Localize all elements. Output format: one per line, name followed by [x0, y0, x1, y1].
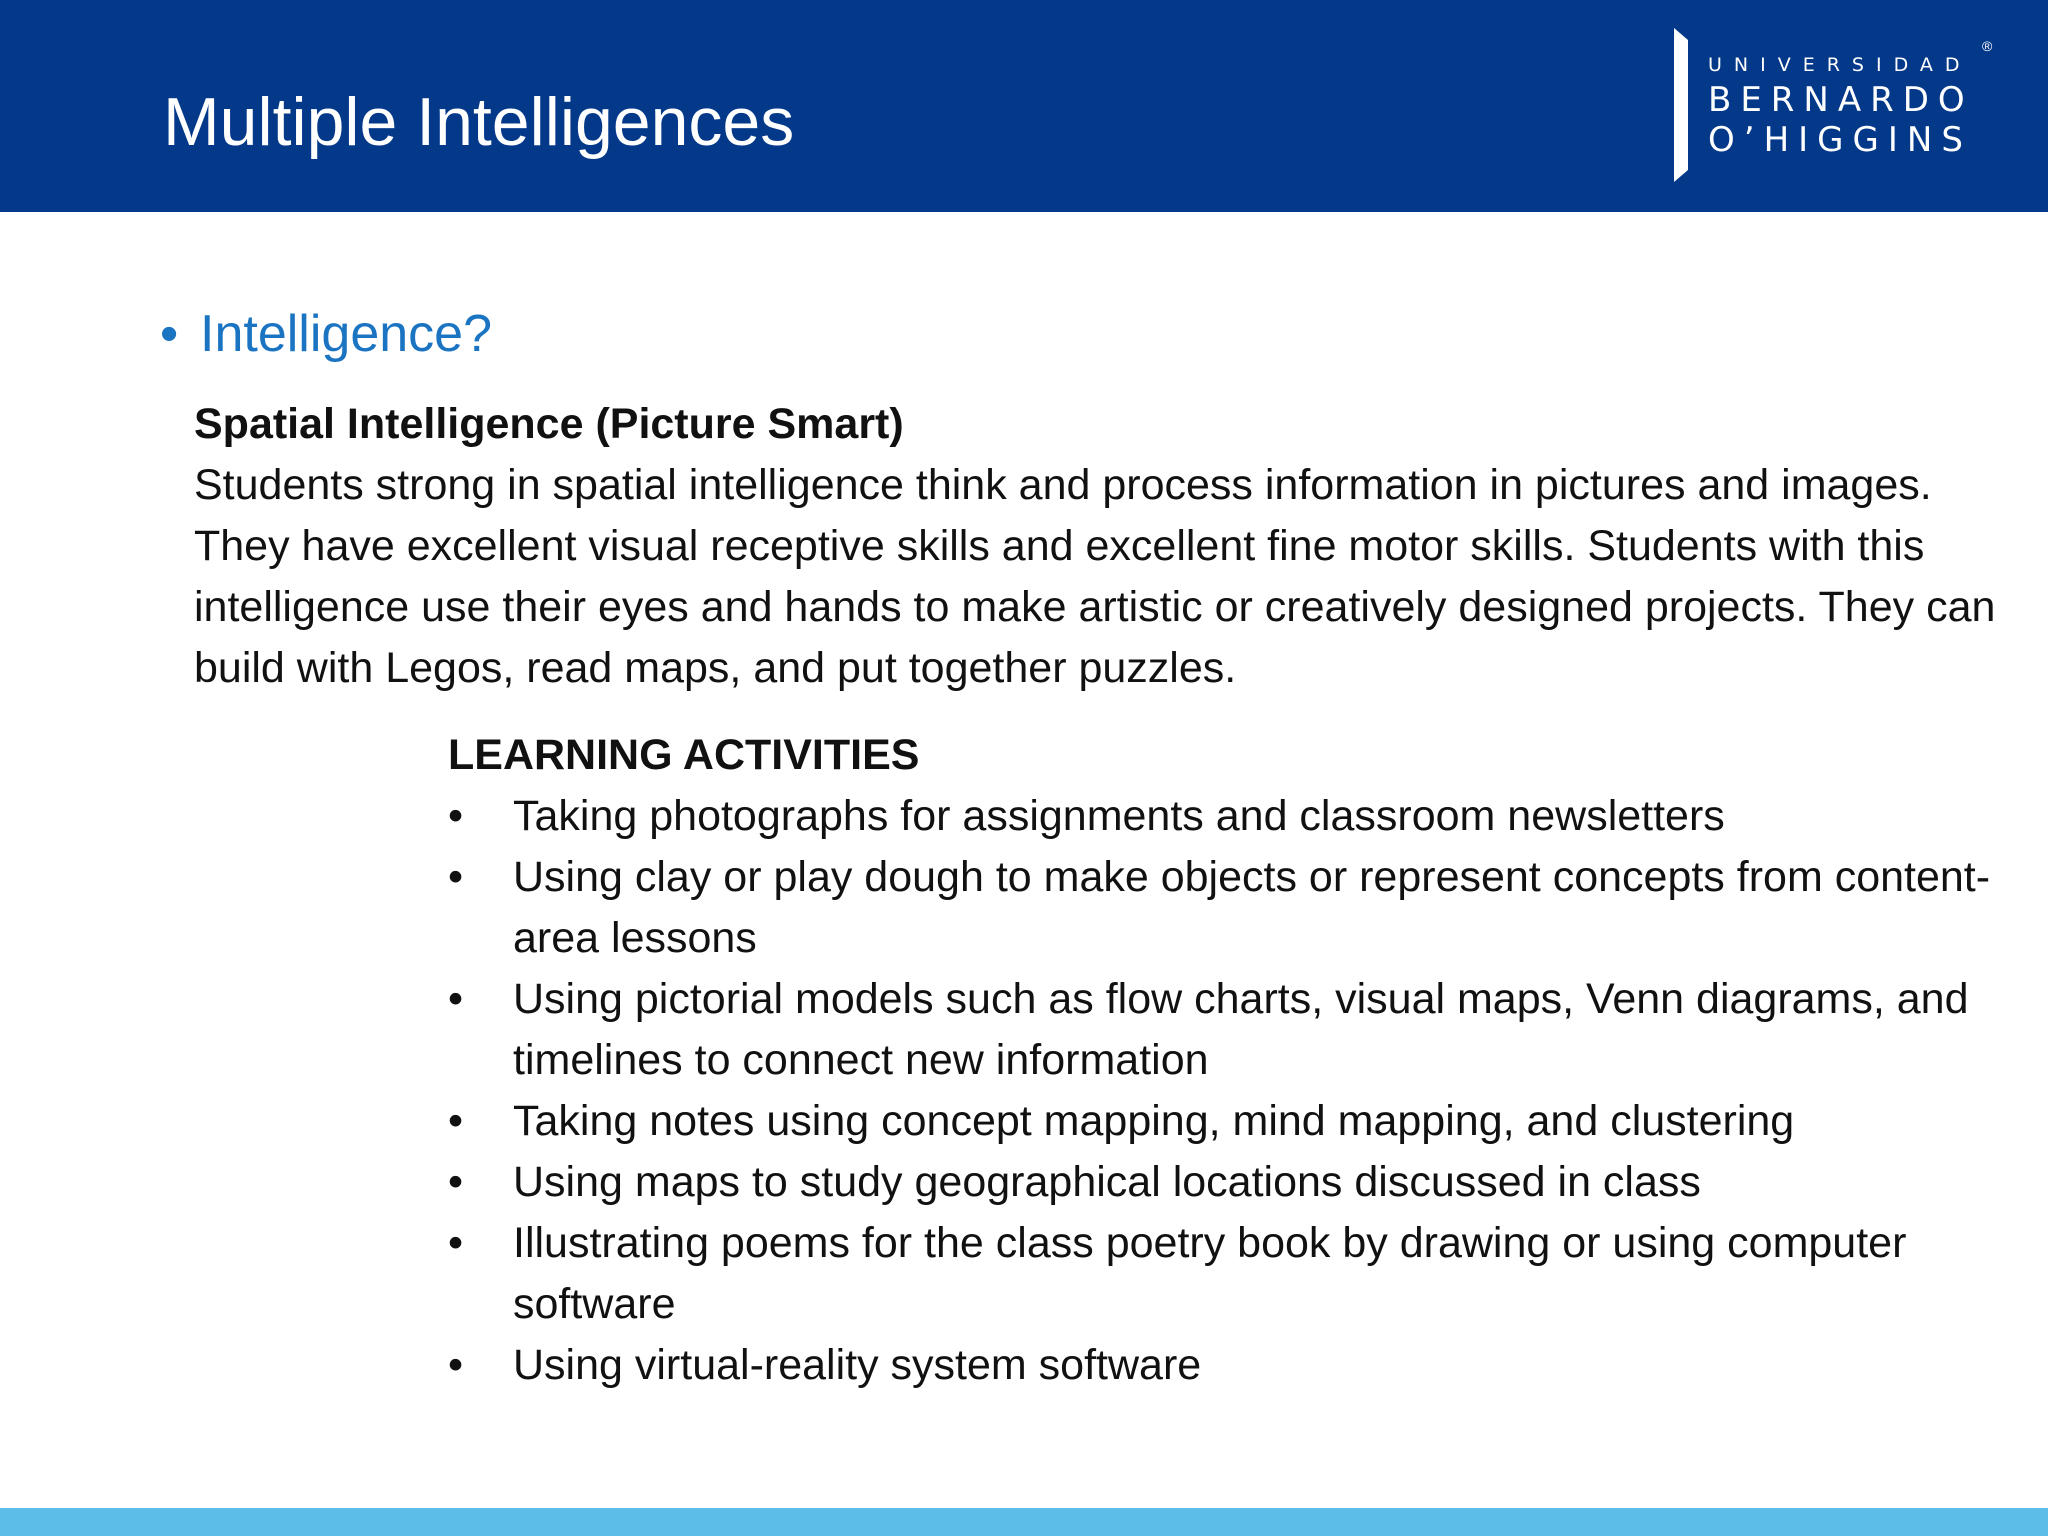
- activities-title: LEARNING ACTIVITIES: [448, 731, 920, 779]
- content-block: [194, 394, 2014, 699]
- logo-line-ohiggins: O’HIGGINS: [1708, 120, 1972, 160]
- logo-line-universidad: UNIVERSIDAD: [1708, 54, 1972, 76]
- list-item: [448, 969, 2018, 1091]
- list-item: [448, 1213, 2018, 1335]
- list-item: [448, 1091, 2018, 1152]
- list-item-text: Using maps to study geographical locations discussed in class: [513, 1158, 1701, 1206]
- list-item-text: Using clay or play dough to make objects or represent concepts from content-area lessons: [513, 853, 1991, 962]
- list-item: [448, 1335, 2018, 1396]
- list-item: [448, 1152, 2018, 1213]
- university-logo: [1660, 24, 2000, 184]
- list-item: [448, 786, 2018, 847]
- bullet-icon: •: [448, 1097, 464, 1145]
- bullet-heading: [160, 302, 492, 366]
- learning-activities: [448, 725, 2018, 1396]
- bullet-icon: •: [448, 975, 464, 1023]
- list-item-text: Taking notes using concept mapping, mind mapping, and clustering: [513, 1097, 1795, 1145]
- list-item-text: Taking photographs for assignments and classroom newsletters: [513, 792, 1725, 840]
- bullet-dot-icon: •: [160, 305, 179, 363]
- section-paragraph: Students strong in spatial intelligence think and process information in pictures and images. They have excellent visual receptive skills and excellent fine motor skills. Students with this intelligence use their eyes and hands to make artistic or creatively designed projects. They can build with Legos, read maps, and put together puzzles.: [194, 461, 1996, 692]
- registered-mark-icon: ®: [1982, 38, 1993, 54]
- bullet-icon: •: [448, 853, 464, 901]
- list-item-text: Using pictorial models such as flow charts, visual maps, Venn diagrams, and timelines to connect new information: [513, 975, 1969, 1084]
- bullet-icon: •: [448, 1341, 464, 1389]
- logo-line-bernardo: BERNARDO: [1708, 80, 1974, 120]
- logo-bar-icon: [1660, 24, 1690, 184]
- bullet-icon: •: [448, 1158, 464, 1206]
- slide-title: Multiple Intelligences: [163, 84, 795, 160]
- slide-header: [0, 0, 2048, 212]
- bullet-icon: •: [448, 1219, 464, 1267]
- bullet-icon: •: [448, 792, 464, 840]
- list-item: [448, 847, 2018, 969]
- footer-bar: [0, 1508, 2048, 1536]
- list-item-text: Using virtual-reality system software: [513, 1341, 1202, 1389]
- section-title: Spatial Intelligence (Picture Smart): [194, 400, 904, 448]
- list-item-text: Illustrating poems for the class poetry book by drawing or using computer software: [513, 1219, 1907, 1328]
- activities-list: [448, 786, 2018, 1396]
- bullet-heading-text: Intelligence?: [200, 305, 492, 363]
